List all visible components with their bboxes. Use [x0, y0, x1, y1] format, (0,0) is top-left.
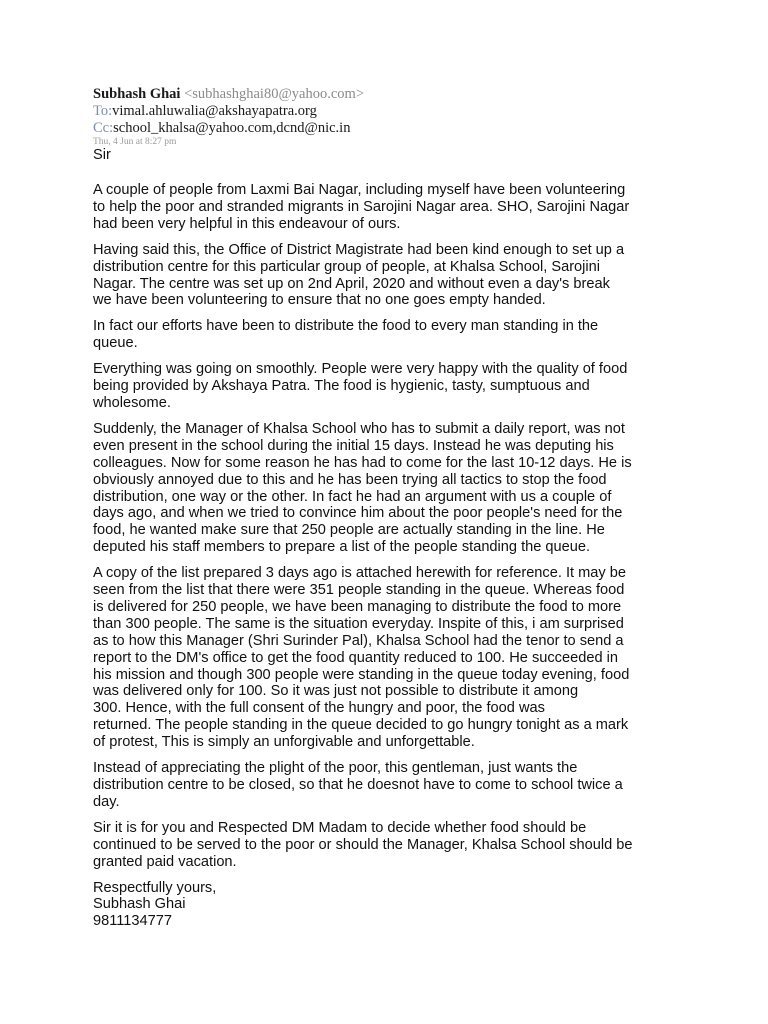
paragraph-line: distribution centre to be closed, so that he doesnot have to come to school twice a: [93, 777, 623, 793]
paragraph-line: In fact our efforts have been to distribute the food to every man standing in the: [93, 318, 599, 335]
closing-line: Respectfully yours,: [93, 879, 217, 896]
email-cc-line: [93, 120, 683, 137]
email-to-line: [93, 103, 683, 120]
signature-name: Subhash Ghai: [93, 896, 186, 913]
salutation: Sir: [93, 147, 111, 163]
paragraph-line: Having said this, the Office of District Magistrate had been kind enough to set up a: [93, 241, 625, 258]
paragraph-line: is delivered for 250 people, we have been managing to distribute the food to more: [93, 598, 622, 615]
paragraph-line: his mission and though 300 people were standing in the queue today evening, food: [93, 666, 630, 683]
body-paragraph: [93, 242, 683, 310]
body-paragraph: [93, 318, 683, 352]
paragraph-line: wholesome.: [93, 394, 171, 411]
paragraph-line: returned. The people standing in the queue decided to go hungry tonight as a mark: [93, 717, 629, 734]
paragraph-line: we have been volunteering to ensure that no one goes empty handed.: [93, 292, 546, 309]
paragraph-line: 300. Hence, with the full consent of the hungry and poor, the food was: [93, 700, 545, 717]
email-timestamp: Thu, 4 Jun at 8:27 pm: [93, 137, 177, 147]
to-recipient[interactable]: vimal.ahluwalia@akshayapatra.org: [112, 103, 317, 119]
paragraph-line: report to the DM's office to get the food quantity reduced to 100. He succeeded in: [93, 649, 618, 666]
paragraph-line: granted paid vacation.: [93, 853, 237, 870]
paragraph-line: to help the poor and stranded migrants in Sarojini Nagar area. SHO, Sarojini Nagar: [93, 198, 630, 215]
body-paragraph: [93, 760, 683, 811]
cc-label: Cc:: [93, 120, 114, 136]
paragraph-line: Everything was going on smoothly. People were very happy with the quality of food: [93, 361, 628, 378]
email-from-line: [93, 86, 683, 103]
paragraph-line: than 300 people. The same is the situation everyday. Inspite of this, i am surprised: [93, 615, 624, 632]
paragraph-line: Suddenly, the Manager of Khalsa School who has to submit a daily report, was not: [93, 420, 625, 437]
body-paragraph: [93, 361, 683, 412]
paragraph-line: being provided by Akshaya Patra. The food is hygienic, tasty, sumptuous and: [93, 378, 590, 395]
paragraph-line: A copy of the list prepared 3 days ago is attached herewith for reference. It may be: [93, 565, 626, 582]
to-label: To:: [93, 103, 113, 119]
body-paragraph: [93, 820, 683, 871]
signature-block: [93, 880, 683, 931]
paragraph-line: was delivered only for 100. So it was just not possible to distribute it among: [93, 683, 579, 700]
paragraph-line: deputed his staff members to prepare a list of the people standing the queue.: [93, 539, 591, 556]
sender-name: Subhash Ghai: [93, 86, 181, 102]
paragraph-line: A couple of people from Laxmi Bai Nagar, including myself have been volunteering: [93, 182, 626, 198]
paragraph-line: Instead of appreciating the plight of the poor, this gentleman, just wants the: [93, 760, 578, 777]
paragraph-line: obviously annoyed due to this and he has been trying all tactics to stop the food: [93, 471, 607, 488]
paragraph-line: queue.: [93, 335, 138, 352]
email-body: [93, 182, 683, 871]
paragraph-line: had been very helpful in this endeavour of ours.: [93, 215, 401, 232]
email-document: [93, 86, 683, 930]
paragraph-line: Sir it is for you and Respected DM Madam to decide whether food should be: [93, 819, 587, 836]
paragraph-line: day.: [93, 793, 120, 810]
signature-phone: 9811134777: [93, 913, 172, 930]
paragraph-line: as to how this Manager (Shri Surinder Pal), Khalsa School had the tenor to send a: [93, 632, 624, 649]
body-paragraph: [93, 565, 683, 751]
body-paragraph: [93, 421, 683, 556]
cc-recipients[interactable]: school_khalsa@yahoo.com,dcnd@nic.in: [113, 120, 351, 136]
body-paragraph: [93, 182, 683, 233]
paragraph-line: of protest, This is simply an unforgivable and unforgettable.: [93, 734, 475, 751]
paragraph-line: distribution centre for this particular group of people, at Khalsa School, Sarojini: [93, 258, 601, 275]
paragraph-line: food, he wanted make sure that 250 people are actually standing in the line. He: [93, 522, 605, 539]
paragraph-line: continued to be served to the poor or should the Manager, Khalsa School should be: [93, 836, 633, 853]
paragraph-line: even present in the school during the initial 15 days. Instead he was deputing his: [93, 437, 614, 454]
paragraph-line: Nagar. The centre was set up on 2nd April, 2020 and without even a day's break: [93, 275, 610, 292]
paragraph-line: colleagues. Now for some reason he has had to come for the last 10-12 days. He is: [93, 454, 632, 471]
sender-email[interactable]: <subhashghai80@yahoo.com>: [184, 86, 365, 102]
paragraph-line: distribution, one way or the other. In fact he had an argument with us a couple of: [93, 488, 612, 505]
paragraph-line: days ago, and when we tried to convince him about the poor people's need for the: [93, 505, 623, 522]
paragraph-line: seen from the list that there were 351 people standing in the queue. Whereas food: [93, 582, 625, 599]
